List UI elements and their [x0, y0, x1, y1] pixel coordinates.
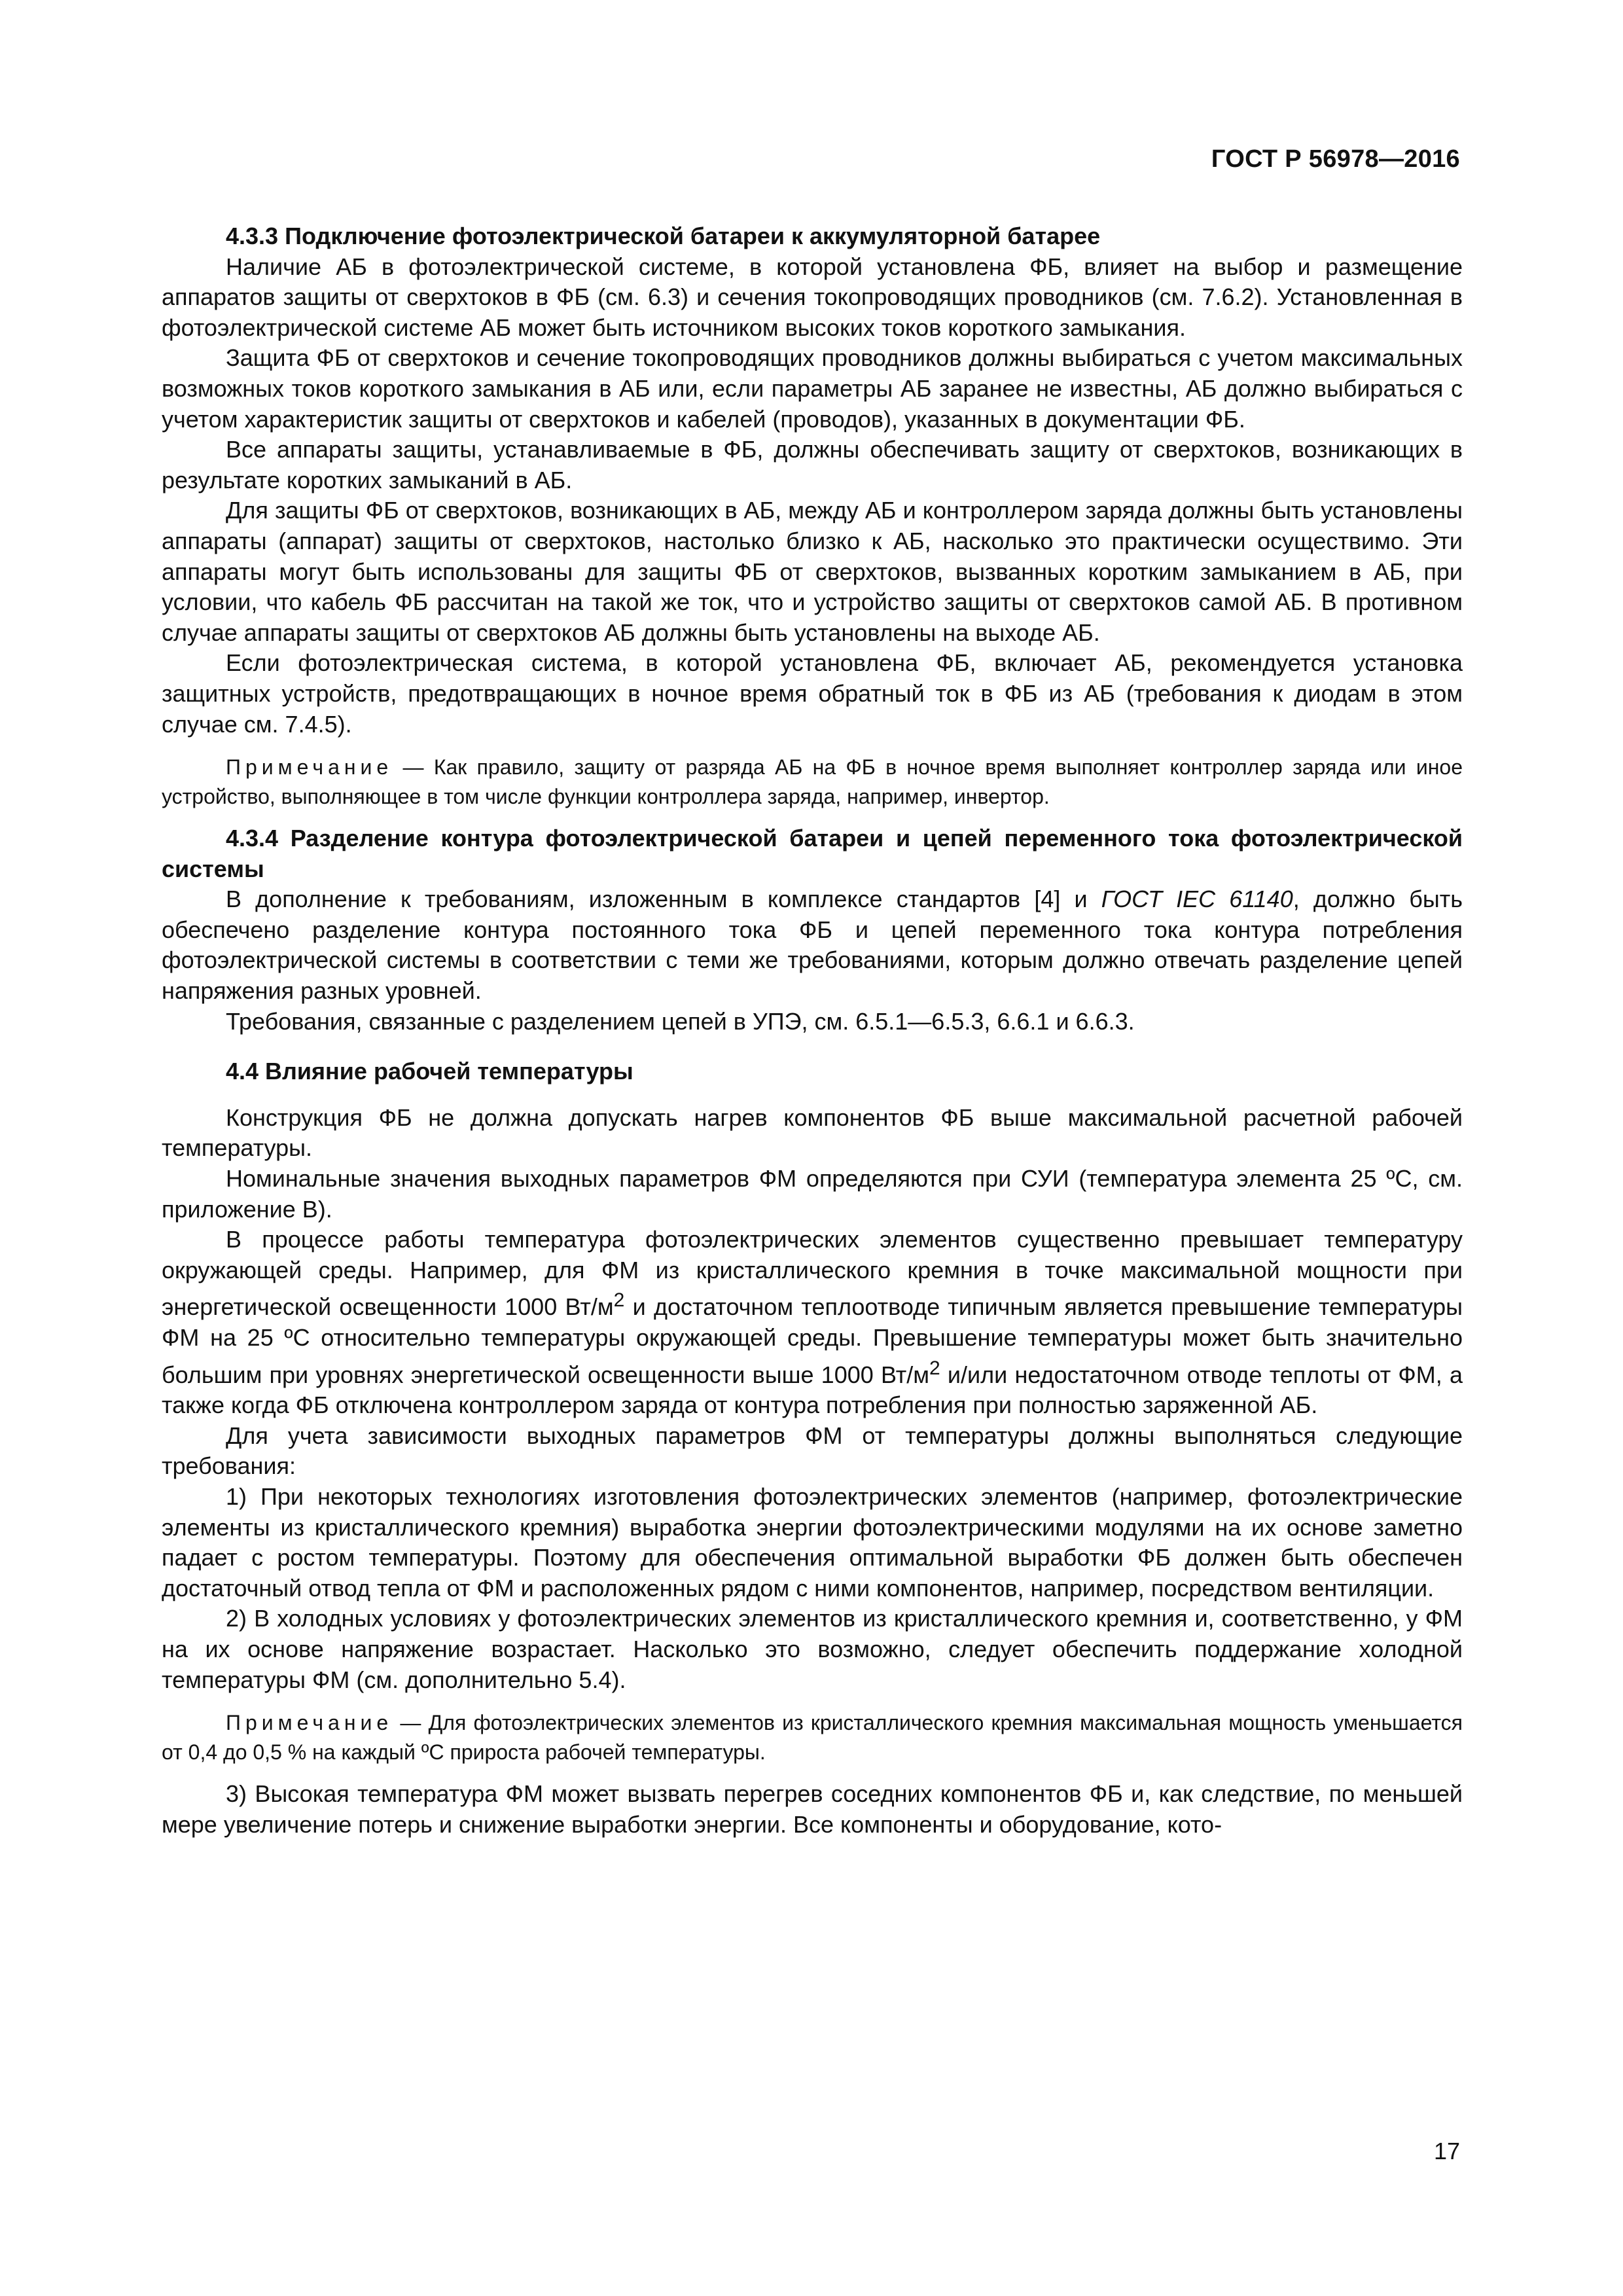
paragraph-text: В дополнение к требованиям, изложенным в комплексе стандартов [4] и: [226, 886, 1101, 913]
paragraph-text: В процессе работы температура фотоэлектрических элементов существенно превышает температуру окружающей среды. Например, для ФМ из кристаллического кремния в точке максимальной мощности при энергетической освещенности 1000 Вт/м: [162, 1226, 1463, 1321]
paragraph: Требования, связанные с разделением цепей в УПЭ, см. 6.5.1—6.5.3, 6.6.1 и 6.6.3.: [226, 1007, 1135, 1035]
paragraph: [162, 884, 1463, 1006]
paragraph: Наличие АБ в фотоэлектрической системе, в которой установлена ФБ, влияет на выбор и размещение аппаратов защиты от сверхтоков в ФБ (см. 6.3) и сечения токопроводящих проводников (см. 7.6.2). Установленная в фотоэлектрической системе АБ может быть источником высоких токов короткого замыкания.: [162, 253, 1463, 341]
paragraph: Конструкция ФБ не должна допускать нагрев компонентов ФБ выше максимальной расчетной рабочей температуры.: [162, 1103, 1463, 1162]
section-4-4: [162, 1056, 1463, 1840]
page-number: 17: [1433, 2138, 1460, 2164]
list-item: 2) В холодных условиях у фотоэлектрических элементов из кристаллического кремния и, соответственно, у ФМ на их основе напряжение возрастает. Насколько это возможно, следует обеспечить поддержание холодной температуры ФМ (см. дополнительно 5.4).: [162, 1605, 1463, 1693]
paragraph: Для учета зависимости выходных параметров ФМ от температуры должны выполняться следующие требования:: [162, 1422, 1463, 1480]
note-text: — Как правило, защиту от разряда АБ на ФБ в ночное время выполняет контроллер заряда или иное устройство, выполняющее в том числе функции контроллера заряда, например, инвертор.: [162, 755, 1463, 809]
superscript: 2: [613, 1289, 625, 1312]
note-text: — Для фотоэлектрических элементов из кристаллического кремния максимальная мощность уменьшается от 0,4 до 0,5 % на каждый ºС прироста рабочей температуры.: [162, 1711, 1463, 1765]
paragraph: Защита ФБ от сверхтоков и сечение токопроводящих проводников должны выбираться с учетом максимальных возможных токов короткого замыкания в АБ или, если параметры АБ заранее не известны, АБ должно выбираться с учетом характеристик защиты от сверхтоков и кабелей (проводов), указанных в документации ФБ.: [162, 344, 1463, 433]
standard-reference: ГОСТ IEC 61140: [1101, 886, 1293, 913]
paragraph-text: и/или недостаточном отводе теплоты от ФМ, а также когда ФБ отключена контроллером заряда от контура потребления при полностью заряженной АБ.: [162, 1361, 1463, 1419]
section-heading: 4.3.4 Разделение контура фотоэлектрической батареи и цепей переменного тока фотоэлектрической системы: [162, 825, 1463, 882]
standard-header: ГОСТ Р 56978—2016: [1211, 145, 1460, 173]
paragraph: Все аппараты защиты, устанавливаемые в ФБ, должны обеспечивать защиту от сверхтоков, возникающих в результате коротких замыканий в АБ.: [162, 436, 1463, 493]
paragraph: [162, 1225, 1463, 1421]
note-label: Примечание: [226, 755, 393, 780]
paragraph: Номинальные значения выходных параметров ФМ определяются при СУИ (температура элемента 25 ºC, см. приложение В).: [162, 1165, 1463, 1223]
document-body: [162, 221, 1463, 1840]
paragraph: Для защиты ФБ от сверхтоков, возникающих в АБ, между АБ и контроллером заряда должны быть установлены аппараты (аппарат) защиты от сверхтоков, настолько близко к АБ, насколько это практически осуществимо. Эти аппараты могут быть использованы для защиты ФБ от сверхтоков, вызванных коротким замыканием в АБ, при условии, что кабель ФБ рассчитан на такой же ток, что и устройство защиты от сверхтоков самой АБ. В противном случае аппараты защиты от сверхтоков АБ должны быть установлены на выходе АБ.: [162, 497, 1463, 646]
paragraph-text: и достаточном теплоотводе типичным является превышение температуры ФМ на 25 ºС относительно температуры окружающей среды. Превышение температуры может быть значительно большим при уровнях энергетической освещенности выше 1000 Вт/м: [162, 1293, 1463, 1388]
section-4-3-4: [162, 823, 1463, 1037]
superscript: 2: [929, 1357, 940, 1379]
section-heading: 4.3.3 Подключение фотоэлектрической батареи к аккумуляторной батарее: [226, 223, 1101, 249]
paragraph-text: , должно быть обеспечено разделение контура постоянного тока ФБ и цепей переменного тока контура потребления фотоэлектрической системы в соответствии с теми же требованиями, которым должно отвечать разделение цепей напряжения разных уровней.: [162, 886, 1463, 1005]
list-item: 3) Высокая температура ФМ может вызвать перегрев соседних компонентов ФБ и, как следствие, по меньшей мере увеличение потерь и снижение выработки энергии. Все компоненты и оборудование, кото-: [162, 1780, 1463, 1838]
section-4-3-3: [162, 221, 1463, 812]
note-label: Примечание: [226, 1711, 393, 1735]
section-heading: 4.4 Влияние рабочей температуры: [226, 1058, 633, 1085]
note: [162, 753, 1463, 812]
note: [162, 1708, 1463, 1767]
list-item: 1) При некоторых технологиях изготовления фотоэлектрических элементов (например, фотоэлектрические элементы из кристаллического кремния) выработка энергии фотоэлектрическими модулями на их основе заметно падает с ростом температуры. Поэтому для обеспечения оптимальной выработки ФБ должен быть обеспечен достаточный отвод тепла от ФМ и расположенных рядом с ними компонентов, например, посредством вентиляции.: [162, 1482, 1463, 1602]
paragraph: Если фотоэлектрическая система, в которой установлена ФБ, включает АБ, рекомендуется установка защитных устройств, предотвращающих в ночное время обратный ток в ФБ из АБ (требования к диодам в этом случае см. 7.4.5).: [162, 649, 1463, 738]
